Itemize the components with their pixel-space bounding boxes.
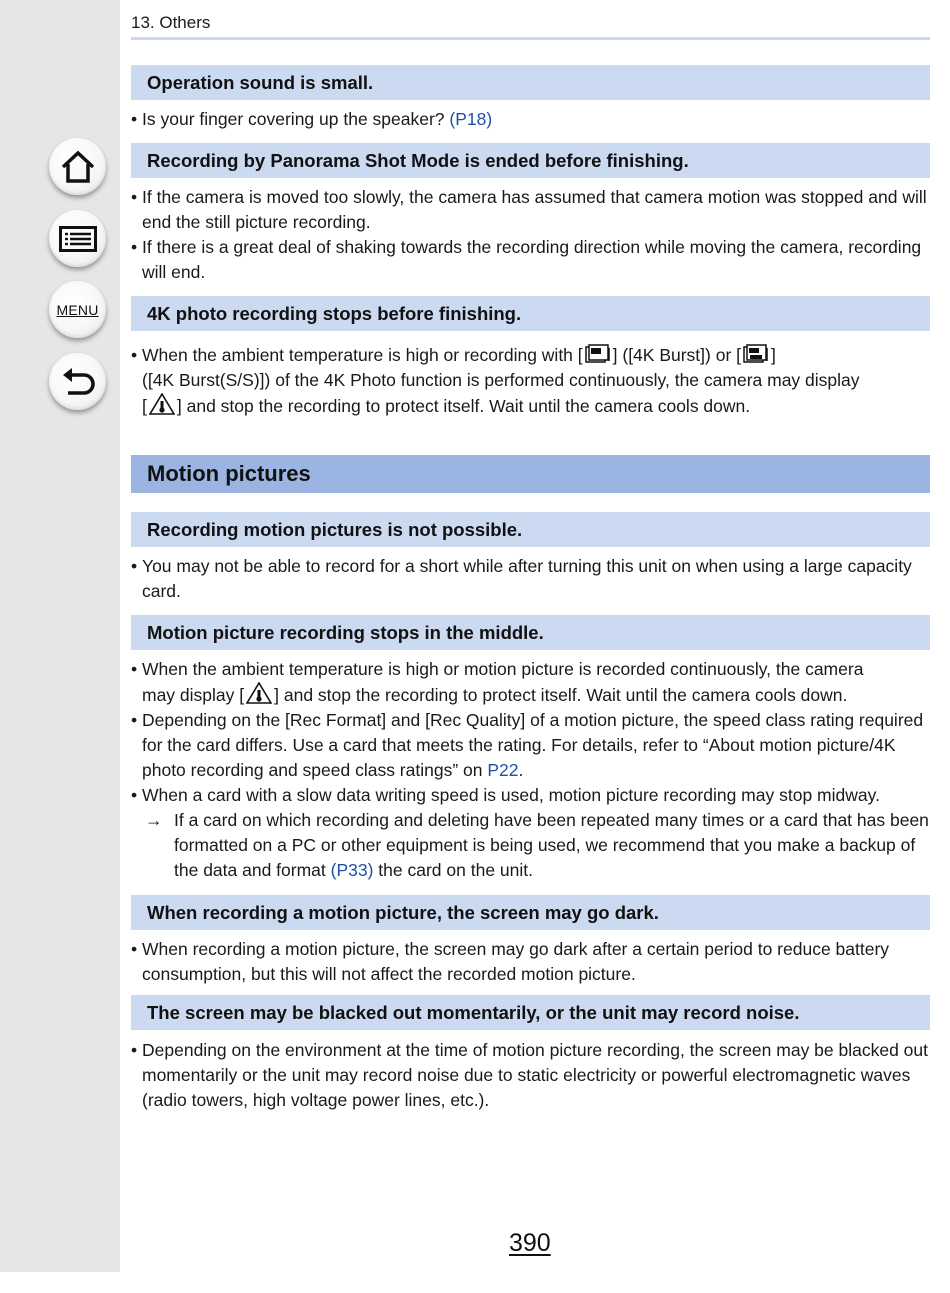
section-heading: Recording by Panorama Shot Mode is ended before finishing. — [131, 143, 930, 178]
section-heading: When recording a motion picture, the screen may go dark. — [131, 895, 930, 930]
home-button[interactable] — [49, 138, 106, 195]
4k-burst-icon — [585, 344, 611, 364]
list-item: • If the camera is moved too slowly, the camera has assumed that camera motion was stopped and will end the still picture recording. — [131, 185, 930, 235]
list-item: • Is your finger covering up the speaker? (P18) — [131, 107, 930, 132]
4k-burst-ss-icon — [743, 344, 769, 364]
list-item: • Depending on the [Rec Format] and [Rec Quality] of a motion picture, the speed class rating required for the card differs. Use a card that meets the rating. For details, refer to “About motion picture/4K photo recording and speed class ratings” on P22. — [131, 708, 930, 783]
list-item: • You may not be able to record for a short while after turning this unit on when using a large capacity card. — [131, 554, 930, 604]
home-icon — [60, 150, 96, 184]
temperature-warning-icon — [149, 393, 175, 415]
list-item: • When the ambient temperature is high or recording with [ ] ([4K Burst]) or [ ] ([4K Burst(S/S)]) of the 4K Photo function is performed continuously, the camera may display [ ] and stop the recording to protect itself. Wait until the camera cools down. — [131, 343, 930, 419]
bullet-list — [131, 185, 930, 285]
chapter-section-heading: Motion pictures — [131, 455, 930, 493]
section-heading: Recording motion pictures is not possible. — [131, 512, 930, 547]
temperature-warning-icon — [246, 682, 272, 704]
list-item: • When a card with a slow data writing speed is used, motion picture recording may stop midway. — [131, 783, 930, 808]
list-item: → If a card on which recording and deleting have been repeated many times or a card that has been formatted on a PC or other equipment is being used, we recommend that you make a backup of the data and format (P33) the card on the unit. — [145, 810, 929, 880]
bullet-list — [131, 1038, 930, 1113]
menu-icon: MENU — [56, 301, 99, 318]
contents-button[interactable] — [49, 210, 106, 267]
bullet-list — [131, 937, 930, 987]
back-button[interactable] — [49, 353, 106, 410]
page-number: 390 — [509, 1229, 551, 1257]
bullet-list — [131, 107, 930, 132]
bullet-list — [131, 554, 930, 604]
list-item: • Depending on the environment at the time of motion picture recording, the screen may be blacked out momentarily or the unit may record noise due to static electricity or powerful electromagnetic waves (radio towers, high voltage power lines, etc.). — [131, 1038, 930, 1113]
bullet-list — [131, 657, 930, 883]
section-heading: Operation sound is small. — [131, 65, 930, 100]
back-arrow-icon — [60, 367, 96, 397]
page-link-p33[interactable]: (P33) — [330, 860, 374, 880]
section-heading: 4K photo recording stops before finishing. — [131, 296, 930, 331]
contents-list-icon — [59, 226, 97, 252]
list-item: • When recording a motion picture, the screen may go dark after a certain period to reduce battery consumption, but this will not affect the recorded motion picture. — [131, 937, 930, 987]
chapter-title: 13. Others — [131, 13, 211, 32]
list-item: • When the ambient temperature is high or motion picture is recorded continuously, the camera may display [ ] and stop the recording to protect itself. Wait until the camera cools down. — [131, 657, 930, 708]
page-link-p18[interactable]: (P18) — [449, 109, 493, 129]
bullet-list — [131, 343, 930, 419]
sidebar — [0, 0, 120, 1272]
list-item: • If there is a great deal of shaking towards the recording direction while moving the camera, recording will end. — [131, 235, 930, 285]
menu-button[interactable] — [49, 281, 106, 338]
page-link-p22[interactable]: P22 — [487, 760, 519, 780]
header-divider — [131, 37, 930, 40]
section-heading: The screen may be blacked out momentarily, or the unit may record noise. — [131, 995, 930, 1030]
section-heading: Motion picture recording stops in the middle. — [131, 615, 930, 650]
arrow-icon: → — [145, 810, 163, 830]
